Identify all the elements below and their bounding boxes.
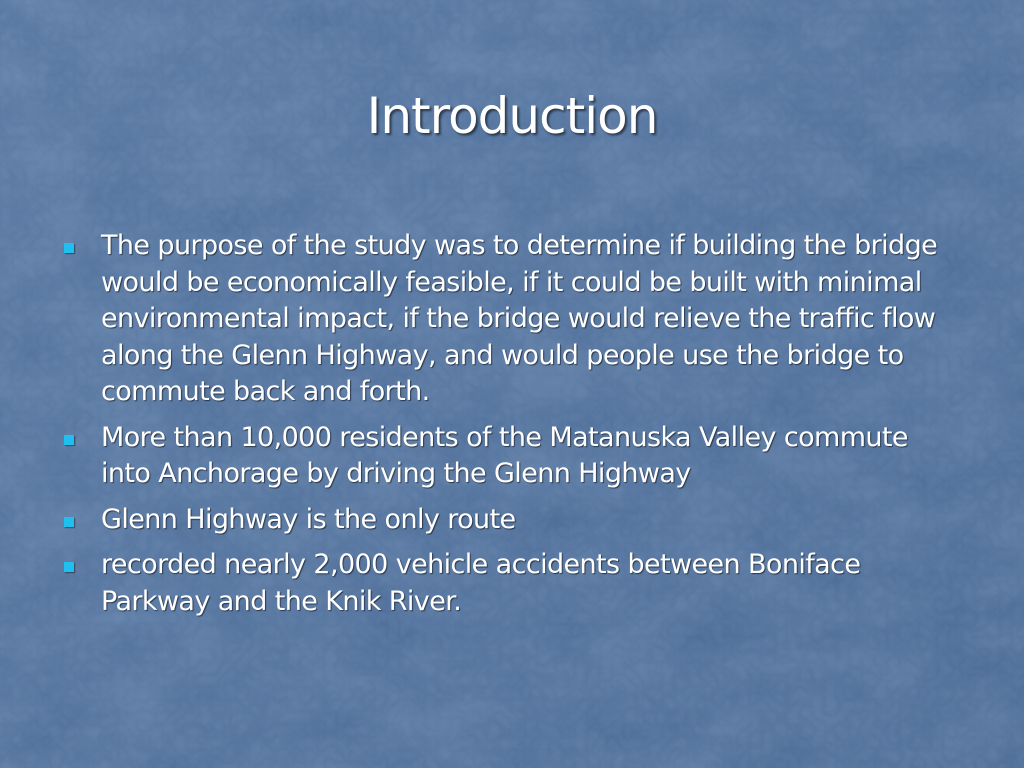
bullet-text: recorded nearly 2,000 vehicle accidents between Boniface Parkway and the Knik River. <box>101 549 861 617</box>
square-bullet-icon <box>64 562 74 572</box>
bullet-list <box>60 228 960 629</box>
bullet-text: The purpose of the study was to determine if building the bridge would be economically feasible, if it could be built with minimal environmental impact, if the bridge would relieve the traffic flow along the Glenn Highway, and would people use the bridge to commute back and forth. <box>101 230 938 407</box>
square-bullet-icon <box>64 243 74 253</box>
square-bullet-icon <box>64 435 74 445</box>
bullet-item <box>60 228 960 411</box>
square-bullet-icon <box>64 517 74 527</box>
bullet-text: Glenn Highway is the only route <box>101 503 516 535</box>
bullet-text: More than 10,000 residents of the Matanuska Valley commute into Anchorage by driving the Glenn Highway <box>101 421 908 489</box>
bullet-item <box>60 502 960 539</box>
slide-title: Introduction <box>366 87 658 145</box>
bullet-item <box>60 420 960 493</box>
bullet-item <box>60 547 960 620</box>
